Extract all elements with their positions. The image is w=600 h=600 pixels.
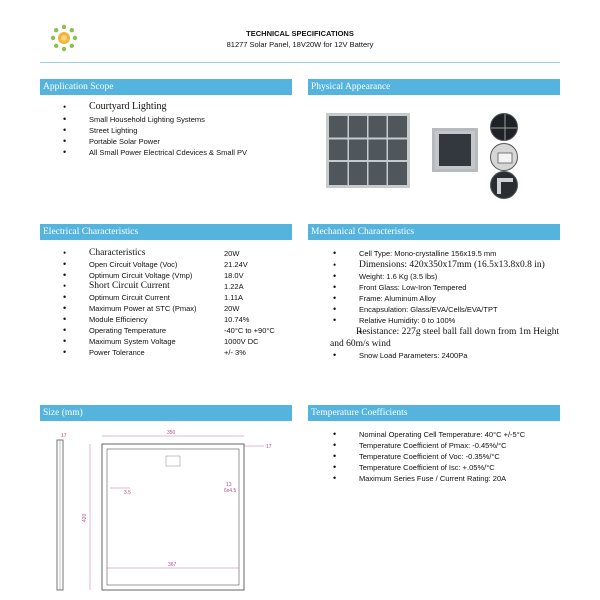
list-item: • Temperature Coefficient of Pmax: -0.45%/°C bbox=[330, 440, 525, 451]
list-item: • Portable Solar Power bbox=[60, 136, 247, 147]
application-scope-list bbox=[60, 101, 247, 158]
physical-appearance-heading: Physical Appearance bbox=[308, 79, 560, 95]
hole-dimension-label: 3.5 bbox=[124, 490, 131, 496]
electrical-heading: Electrical Characteristics bbox=[40, 224, 292, 240]
list-item: • Maximum Series Fuse / Current Rating: 20A bbox=[330, 473, 525, 484]
spec-row bbox=[60, 248, 300, 259]
list-item: • Small Household Lighting Systems bbox=[60, 114, 247, 125]
spec-label: Optimum Circuit Voltage (Vmp) bbox=[89, 271, 193, 280]
spec-value: 1.22A bbox=[224, 282, 244, 291]
sun-logo-icon bbox=[50, 24, 78, 52]
list-item: • Front Glass: Low-Iron Tempered bbox=[330, 282, 570, 293]
spec-row bbox=[60, 281, 300, 292]
spec-value: 20W bbox=[224, 304, 240, 313]
list-item: • Nominal Operating Cell Temperature: 40°C +/-5°C bbox=[330, 429, 525, 440]
spec-value: 21.24V bbox=[224, 260, 248, 269]
depth-right-dimension-label: 17 bbox=[266, 444, 272, 450]
spec-label: Power Tolerance bbox=[89, 348, 145, 357]
spec-label: Operating Temperature bbox=[89, 326, 166, 335]
document-subtitle: 81277 Solar Panel, 18V20W for 12V Battery bbox=[226, 40, 374, 49]
mechanical-list bbox=[330, 248, 570, 361]
spec-row bbox=[60, 270, 300, 281]
spec-row bbox=[60, 347, 300, 358]
cell-detail-icon bbox=[491, 114, 518, 141]
electrical-list bbox=[60, 248, 300, 358]
spec-value: 1000V DC bbox=[224, 337, 259, 346]
list-item: • Courtyard Lighting bbox=[60, 101, 247, 113]
panel-cell-detail-image bbox=[490, 113, 518, 141]
height-dimension-label: 420 bbox=[82, 513, 88, 522]
temperature-heading: Temperature Coefficients bbox=[308, 405, 560, 421]
spec-row bbox=[60, 325, 300, 336]
spec-value: 10.74% bbox=[224, 315, 250, 324]
size-drawing bbox=[40, 426, 300, 596]
list-item: • Frame: Aluminum Alloy bbox=[330, 293, 570, 304]
list-item: • Encapsulation: Glass/EVA/Cells/EVA/TPT bbox=[330, 304, 570, 315]
spec-label: Open Circuit Voltage (Voc) bbox=[89, 260, 178, 269]
size-heading: Size (mm) bbox=[40, 405, 292, 421]
panel-back-surface bbox=[439, 134, 471, 166]
list-item: • Cell Type: Mono-crystalline 156x19.5 mm bbox=[330, 248, 570, 259]
spec-label: Characteristics bbox=[89, 248, 146, 258]
list-item: • Street Lighting bbox=[60, 125, 247, 136]
list-item: • All Small Power Electrical Cdevices & Small PV bbox=[60, 147, 247, 158]
junction-box bbox=[166, 456, 180, 466]
spec-row bbox=[60, 336, 300, 347]
mechanical-heading: Mechanical Characteristics bbox=[308, 224, 560, 240]
list-item: • Temperature Coefficient of Isc: +.05%/°C bbox=[330, 462, 525, 473]
list-item: • Weight: 1.6 Kg (3.5 lbs) bbox=[330, 271, 570, 282]
list-item: • Snow Load Parameters: 2400Pa bbox=[330, 350, 570, 361]
list-item: • Relative Humidity: 0 to 100% bbox=[330, 315, 570, 326]
solar-panel-front-image bbox=[326, 113, 410, 188]
spec-row bbox=[60, 259, 300, 270]
spec-value: -40°C to +90°C bbox=[224, 326, 275, 335]
spec-row bbox=[60, 303, 300, 314]
note-dimension-label: 6x4.5 bbox=[224, 488, 237, 494]
spec-label: Module Efficiency bbox=[89, 315, 148, 324]
document-title: TECHNICAL SPECIFICATIONS bbox=[246, 29, 354, 38]
spec-label: Short Circuit Current bbox=[89, 281, 170, 291]
edge-dimension-label: 13 bbox=[226, 482, 232, 488]
junction-box-icon bbox=[491, 144, 518, 171]
spec-row bbox=[60, 314, 300, 325]
application-scope-heading: Application Scope bbox=[40, 79, 292, 95]
spec-value: 18.0V bbox=[224, 271, 244, 280]
spec-row bbox=[60, 292, 300, 303]
spec-value: +/- 3% bbox=[224, 348, 246, 357]
depth-dimension-label: 17 bbox=[61, 433, 67, 439]
list-item: • Resistance: 227g steel ball fall down from 1m Height and 60m/s wind bbox=[330, 326, 570, 350]
spec-label: Optimum Circuit Current bbox=[89, 293, 170, 302]
bottom-dimension-label: 367 bbox=[168, 562, 177, 568]
header-divider bbox=[40, 62, 560, 63]
junction-box-detail-image bbox=[490, 143, 518, 171]
list-item: • Temperature Coefficient of Voc: -0.35%/°C bbox=[330, 451, 525, 462]
width-dimension-label: 350 bbox=[167, 430, 176, 436]
spec-value: 1.11A bbox=[224, 293, 244, 302]
list-item: • Dimensions: 420x350x17mm (16.5x13.8x0.8 in) bbox=[330, 259, 570, 271]
spec-label: Maximum System Voltage bbox=[89, 337, 176, 346]
frame-corner-icon bbox=[491, 172, 518, 199]
temperature-list bbox=[330, 429, 525, 484]
solar-panel-back-image bbox=[432, 128, 478, 172]
frame-corner-detail-image bbox=[490, 171, 518, 199]
spec-value: 20W bbox=[224, 249, 240, 258]
spec-label: Maximum Power at STC (Pmax) bbox=[89, 304, 197, 313]
